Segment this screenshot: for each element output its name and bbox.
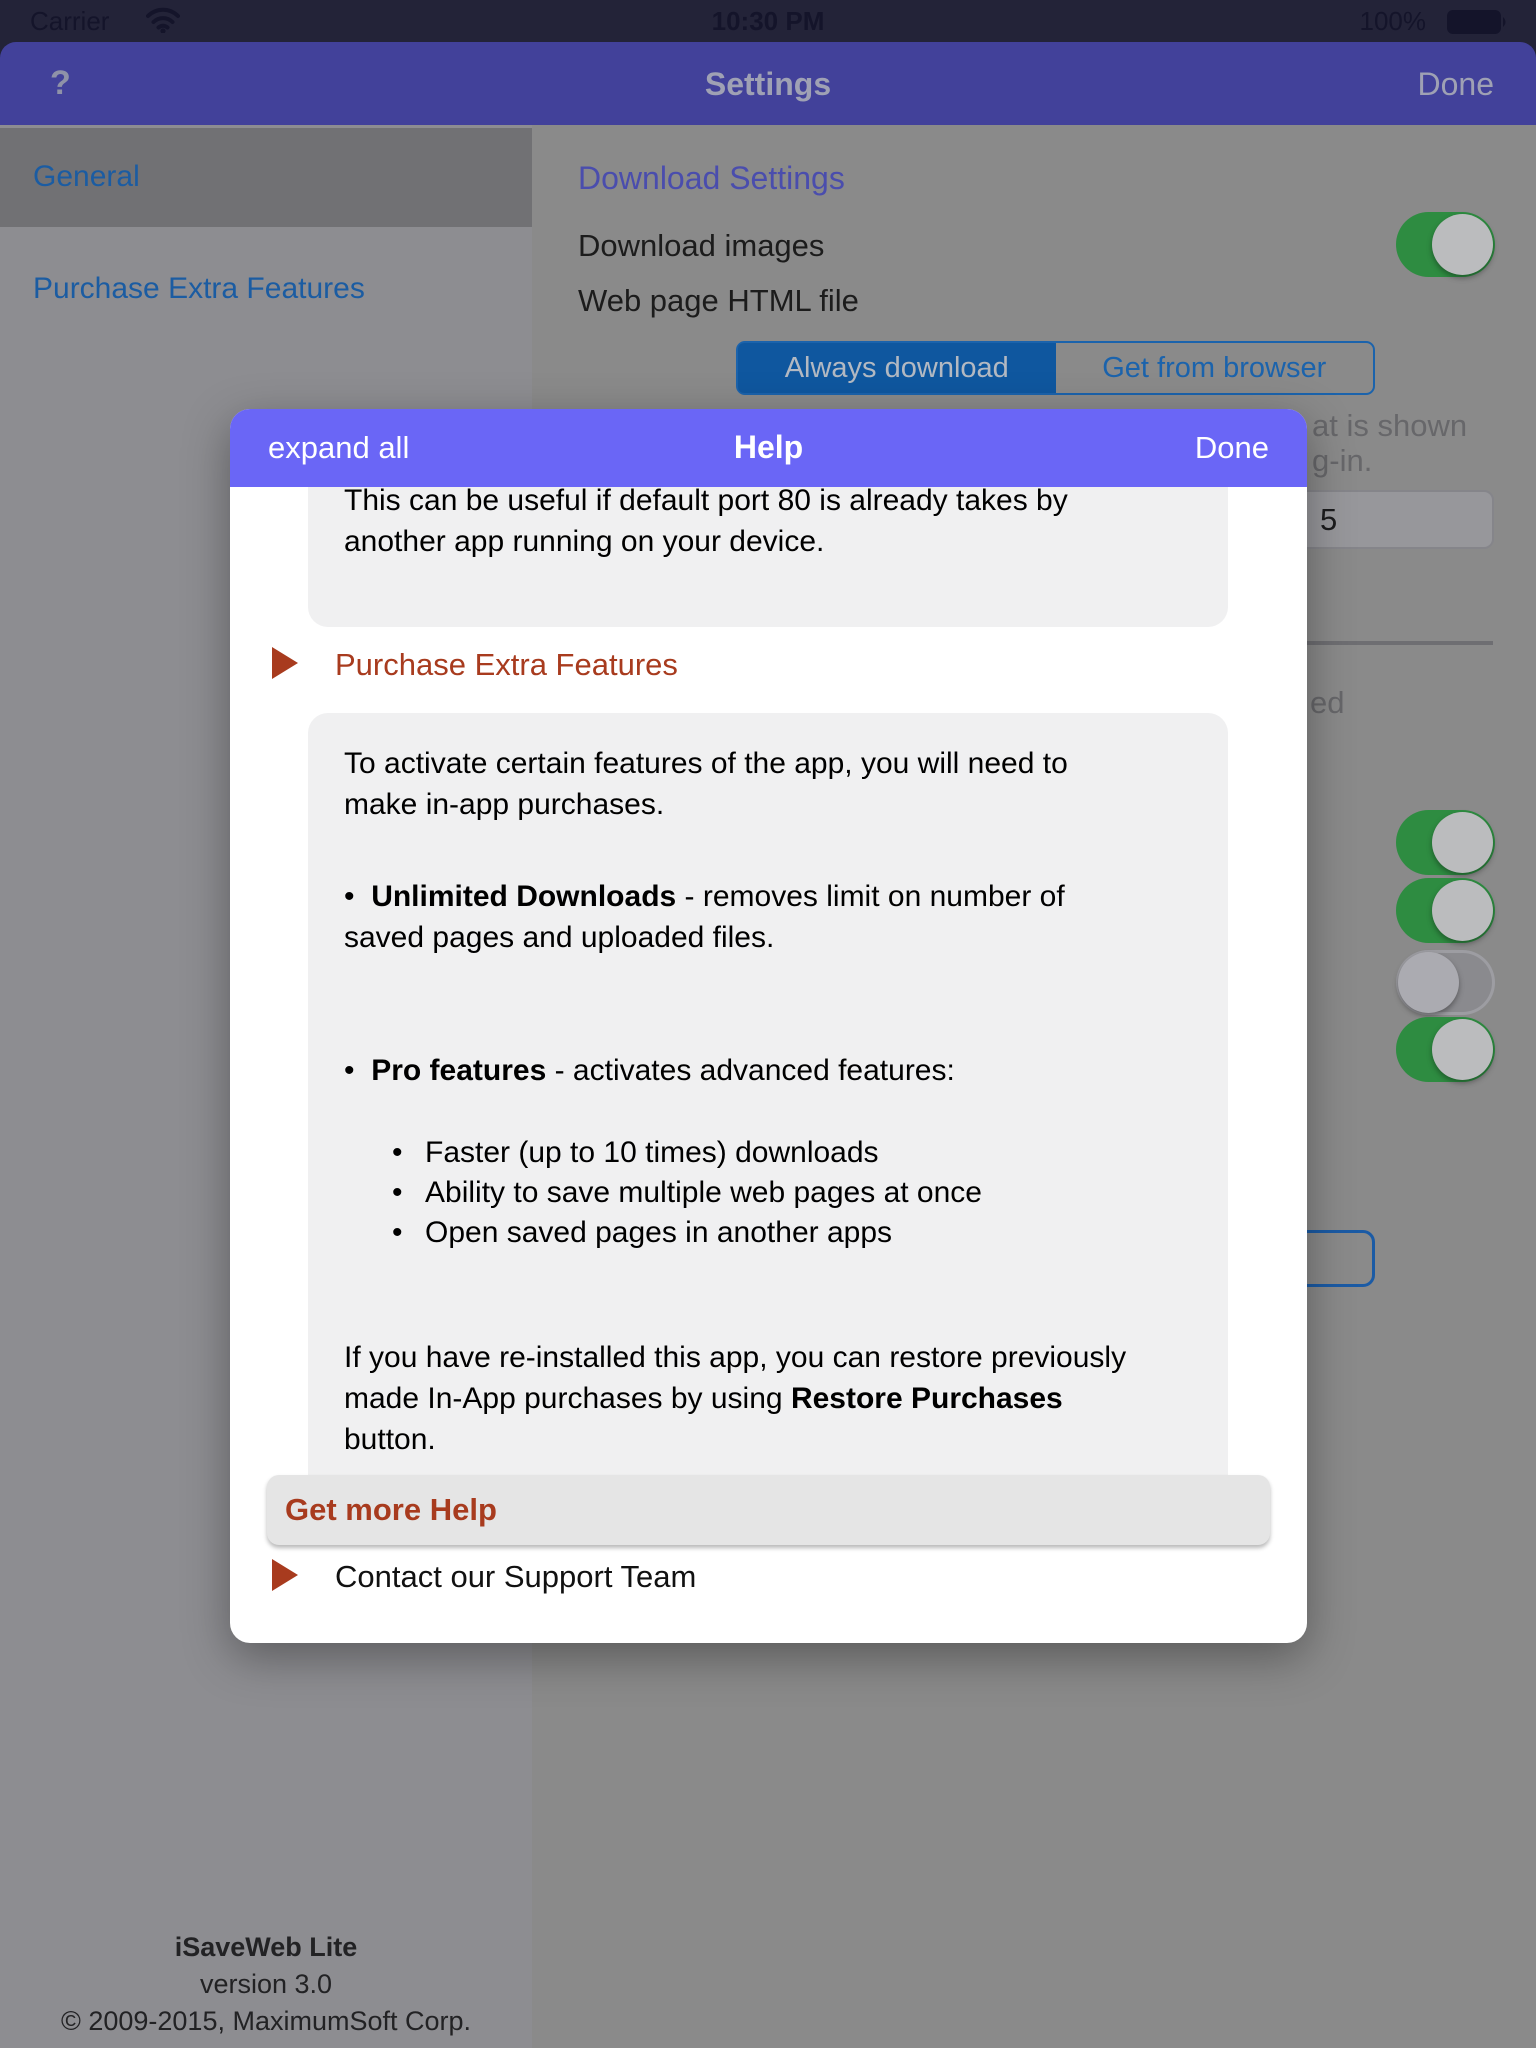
help-section-contact-support[interactable] — [272, 1559, 696, 1595]
section-label: Purchase Extra Features — [335, 647, 678, 682]
help-modal-header — [230, 409, 1307, 487]
help-modal — [230, 409, 1307, 1643]
sidebar-item-general[interactable] — [0, 128, 532, 227]
list-item: • Faster (up to 10 times) downloads — [344, 1133, 1184, 1173]
hidden-setting-toggle-1[interactable] — [1396, 810, 1495, 875]
bullet-unlimited-downloads-cont: saved pages and uploaded files. — [344, 921, 775, 954]
help-question-button[interactable]: ? — [50, 64, 71, 102]
list-item: • Open saved pages in another apps — [344, 1213, 1184, 1253]
download-settings-heading: Download Settings — [578, 160, 845, 196]
bold-text: Unlimited Downloads — [371, 880, 677, 913]
help-text-line: This can be useful if default port 80 is already takes by — [344, 487, 1068, 517]
help-done-button[interactable]: Done — [1194, 430, 1269, 465]
toggle-knob — [1432, 812, 1493, 873]
hidden-setting-toggle-2[interactable] — [1396, 878, 1495, 943]
disclosure-triangle-icon — [272, 647, 298, 679]
truncated-text-line: g-in. — [1312, 443, 1373, 478]
help-text-box-clipped — [308, 487, 1228, 627]
disclosure-triangle-icon — [272, 1559, 298, 1591]
segment-always-download[interactable]: Always download — [738, 343, 1056, 393]
restore-purchases-line: button. — [344, 1423, 436, 1456]
sidebar-item-label: General — [33, 160, 140, 193]
truncated-text-line: at is shown — [1312, 408, 1468, 443]
settings-title: Settings — [704, 66, 832, 102]
section-label: Contact our Support Team — [335, 1559, 697, 1594]
expand-all-button[interactable]: expand all — [268, 430, 410, 465]
toggle-knob — [1432, 880, 1493, 941]
app-name: iSaveWeb Lite — [174, 1932, 358, 1962]
carrier-label: Carrier — [30, 6, 110, 36]
restore-purchases-line: made In-App purchases by using Restore Purchases — [344, 1382, 1063, 1415]
bullet-unlimited-downloads: • Unlimited Downloads - removes limit on number of — [344, 880, 1065, 913]
battery-icon — [1446, 9, 1508, 42]
number-input-field[interactable]: 5 — [1240, 490, 1494, 549]
app-info-footer — [0, 1929, 532, 2040]
download-images-toggle[interactable] — [1396, 212, 1495, 277]
sidebar-item-purchase-extra-features[interactable] — [0, 240, 532, 339]
pro-features-list — [344, 1133, 1184, 1253]
toggle-knob — [1398, 952, 1459, 1013]
settings-nav-bar — [0, 42, 1536, 125]
copyright: © 2009-2015, MaximumSoft Corp. — [60, 2006, 472, 2036]
help-section-purchase-extra-features[interactable] — [272, 647, 678, 683]
truncated-text-line: ed — [1310, 685, 1345, 720]
segment-get-from-browser[interactable]: Get from browser — [1102, 351, 1327, 384]
hidden-setting-toggle-3[interactable] — [1396, 950, 1495, 1015]
clock: 10:30 PM — [711, 6, 825, 36]
intro-line: make in-app purchases. — [344, 788, 665, 821]
bold-text: Pro features — [371, 1054, 547, 1087]
web-page-html-label: Web page HTML file — [578, 283, 859, 318]
battery-percent: 100% — [1359, 6, 1426, 36]
bullet-pro-features: • Pro features - activates advanced features: — [344, 1054, 955, 1087]
purchase-help-text-box — [308, 713, 1228, 1500]
download-images-label: Download images — [578, 228, 825, 263]
list-item: • Ability to save multiple web pages at once — [344, 1173, 1184, 1213]
bold-text: Restore Purchases — [790, 1382, 1063, 1415]
bullet-icon: • — [392, 1176, 403, 1209]
bullet-icon: • — [392, 1216, 403, 1249]
get-more-help-bar[interactable] — [267, 1475, 1270, 1545]
status-bar — [0, 0, 1536, 42]
settings-done-button[interactable]: Done — [1417, 66, 1494, 102]
html-file-segmented-control — [736, 341, 1375, 395]
intro-line: To activate certain features of the app, you will need to — [344, 747, 1068, 780]
toggle-knob — [1432, 214, 1493, 275]
help-text-line: another app running on your device. — [344, 525, 825, 558]
bullet-icon: • — [392, 1136, 403, 1169]
get-more-help-label: Get more Help — [285, 1492, 497, 1527]
toggle-knob — [1432, 1019, 1493, 1080]
hidden-setting-toggle-4[interactable] — [1396, 1017, 1495, 1082]
app-version: version 3.0 — [199, 1969, 333, 1999]
sidebar-item-label: Purchase Extra Features — [33, 272, 365, 305]
restore-purchases-line: If you have re-installed this app, you can restore previously — [344, 1341, 1127, 1374]
help-modal-title: Help — [733, 429, 804, 465]
